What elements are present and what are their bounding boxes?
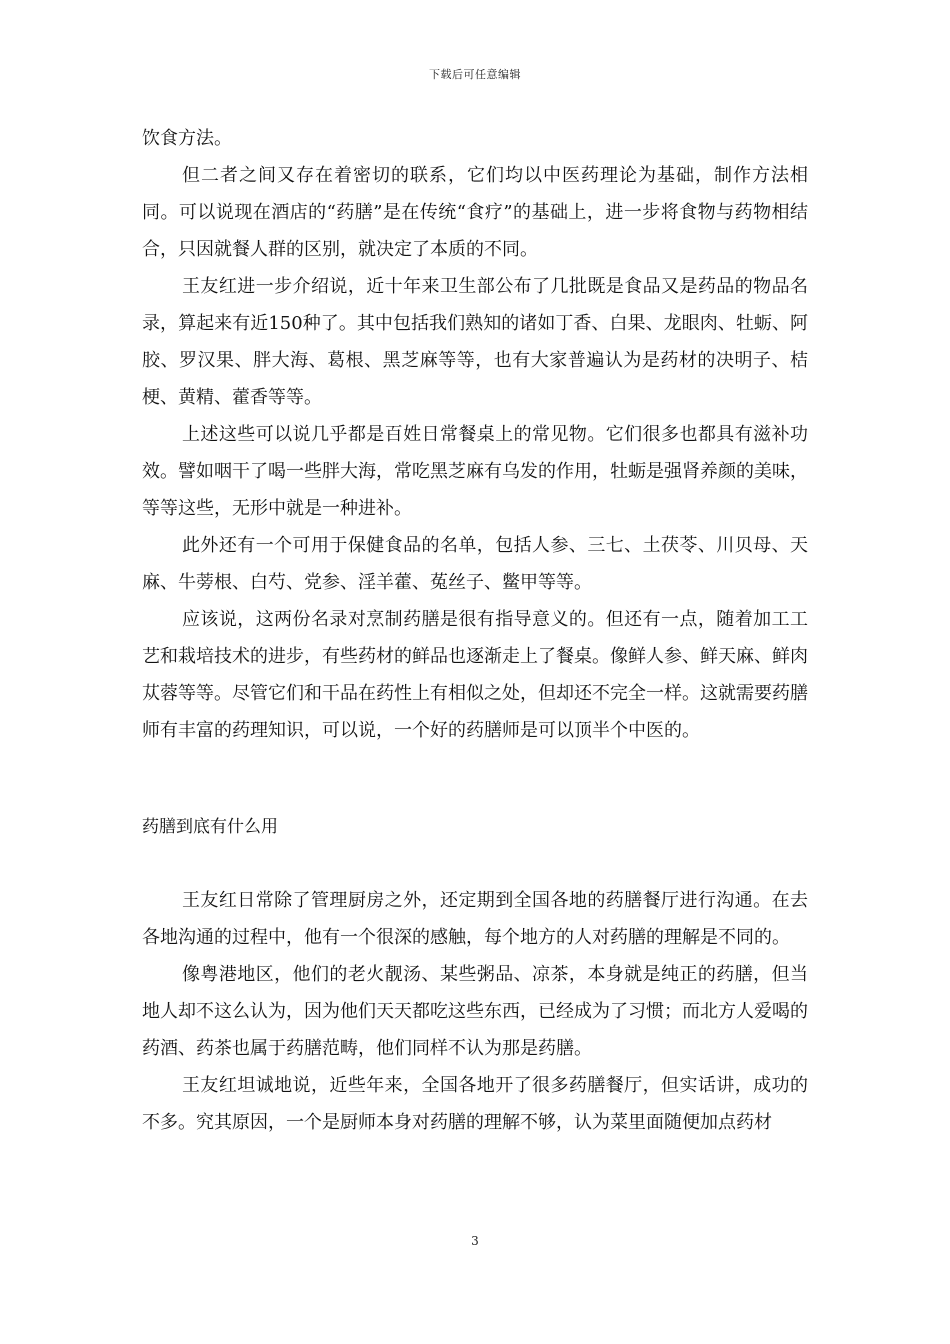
- paragraph-6: 王友红日常除了管理厨房之外，还定期到全国各地的药膳餐厅进行沟通。在去各地沟通的过程中，他有一个很深的感触，每个地方的人对药膳的理解是不同的。: [142, 890, 808, 948]
- paragraph-5: 应该说，这两份名录对烹制药膳是很有指导意义的。但还有一点，随着加工工艺和栽培技术的进步，有些药材的鲜品也逐渐走上了餐桌。像鲜人参、鲜天麻、鲜肉苁蓉等等。尽管它们和干品在药性上有相似之处，但却还不完全一样。这就需要药膳师有丰富的药理知识，可以说，一个好的药膳师是可以顶半个中医的。: [142, 609, 808, 741]
- section-heading: 药膳到底有什么用: [142, 817, 278, 837]
- section-spacer: [142, 846, 808, 882]
- paragraph-8: 王友红坦诚地说，近些年来，全国各地开了很多药膳餐厅，但实话讲，成功的不多。究其原因，一个是厨师本身对药膳的理解不够，认为菜里面随便加点药材: [142, 1075, 808, 1133]
- paragraph-4: 此外还有一个可用于保健食品的名单，包括人参、三七、土茯苓、川贝母、天麻、牛蒡根、白芍、党参、淫羊藿、菟丝子、鳖甲等等。: [142, 535, 808, 593]
- article-body: [142, 120, 808, 1141]
- paragraph-3: 上述这些可以说几乎都是百姓日常餐桌上的常见物。它们很多也都具有滋补功效。譬如咽干了喝一些胖大海，常吃黑芝麻有乌发的作用，牡蛎是强肾养颜的美味，等等这些，无形中就是一种进补。: [142, 424, 808, 519]
- paragraph-1: 但二者之间又存在着密切的联系，它们均以中医药理论为基础，制作方法相同。可以说现在酒店的“药膳”是在传统“食疗”的基础上，进一步将食物与药物相结合，只因就餐人群的区别，就决定了本质的不同。: [142, 165, 808, 260]
- paragraph-7: 像粤港地区，他们的老火靓汤、某些粥品、凉茶，本身就是纯正的药膳，但当地人却不这么认为，因为他们天天都吃这些东西，已经成为了习惯；而北方人爱喝的药酒、药茶也属于药膳范畴，他们同样不认为那是药膳。: [142, 964, 808, 1059]
- paragraph-2: 王友红进一步介绍说，近十年来卫生部公布了几批既是食品又是药品的物品名录，算起来有近150种了。其中包括我们熟知的诸如丁香、白果、龙眼肉、牡蛎、阿胶、罗汉果、胖大海、葛根、黑芝麻等等，也有大家普遍认为是药材的决明子、桔梗、黄精、藿香等等。: [142, 276, 808, 408]
- page-number: 3: [471, 1234, 479, 1248]
- page-header: 下载后可任意编辑: [429, 68, 521, 81]
- paragraph-0: 饮食方法。: [142, 128, 232, 149]
- section-spacer: [142, 749, 808, 809]
